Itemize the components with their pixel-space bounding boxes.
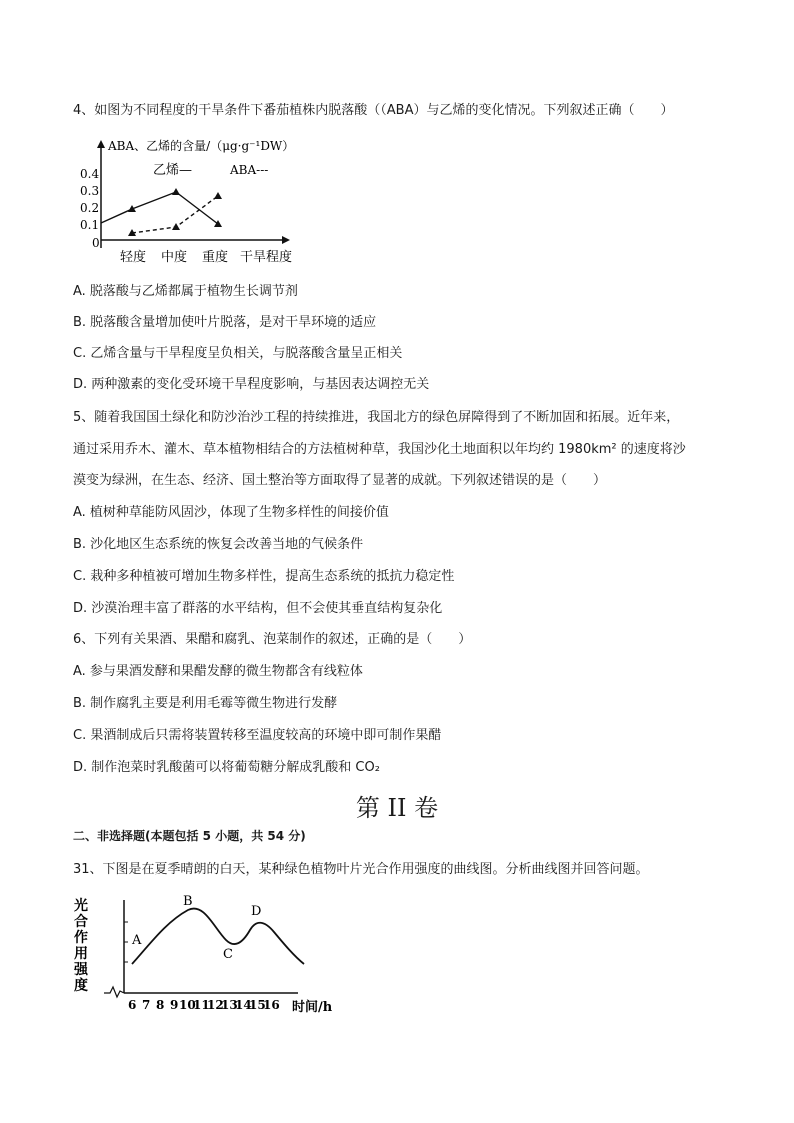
q31-xtick: 7 (142, 998, 151, 1012)
q4-ytick: 0.1 (80, 218, 100, 232)
q5-stem-line: 5、随着我国国土绿化和防沙治沙工程的持续推进，我国北方的绿色屏障得到了不断加固和拓展。近年来， (73, 410, 680, 425)
q4-legend-aba: ABA--- (230, 163, 269, 177)
q5-option-c: C. 栽种多种植被可增加生物多样性，提高生态系统的抵抗力稳定性 (73, 569, 455, 584)
q31-xlabel: 时间/h (292, 1000, 333, 1015)
q5-option-a: A. 植树种草能防风固沙，体现了生物多样性的间接价值 (73, 505, 389, 520)
q31-xtick: 9 (170, 998, 179, 1012)
q31-ylabel-char: 光 (74, 898, 88, 914)
q5-option-b: B. 沙化地区生态系统的恢复会改善当地的气候条件 (73, 537, 364, 552)
q4-ylabel: ABA、乙烯的含量/（μg·g⁻¹DW） (108, 139, 295, 153)
q4-y-arrow (97, 140, 105, 148)
q4-marker (172, 223, 180, 230)
q31-ylabel-char: 强 (74, 962, 88, 978)
q31-point-c: C (223, 947, 233, 962)
q31-ylabel-char: 合 (74, 914, 88, 930)
q31-axis-break (104, 987, 124, 997)
q4-xtick: 轻度 (120, 250, 147, 265)
q31-point-b: B (183, 894, 193, 909)
q6-option-b: B. 制作腐乳主要是利用毛霉等微生物进行发酵 (73, 696, 338, 711)
q4-stem: 4、如图为不同程度的干旱条件下番茄植株内脱落酸（（ABA）与乙烯的变化情况。下列叙述正确（ ） (73, 103, 674, 118)
q4-legend-ethylene: 乙烯— (153, 163, 193, 178)
q31-ylabel-char: 作 (74, 930, 88, 946)
q4-ethylene-line (101, 192, 218, 224)
q4-option-c: C. 乙烯含量与干旱程度呈负相关，与脱落酸含量呈正相关 (73, 346, 403, 361)
q4-option-a: A. 脱落酸与乙烯都属于植物生长调节剂 (73, 284, 298, 299)
part2-title: 第 II 卷 (355, 794, 439, 822)
part2-section-heading: 二、非选择题(本题包括 5 小题，共 54 分) (73, 829, 306, 843)
q6-option-d: D. 制作泡菜时乳酸菌可以将葡萄糖分解成乳酸和 CO₂ (73, 760, 380, 775)
q4-xlabel: 干旱程度 (240, 250, 293, 265)
q31-xtick: 8 (156, 998, 165, 1012)
q4-xtick: 中度 (161, 250, 188, 265)
q4-xtick: 重度 (202, 250, 229, 265)
q31-point-d: D (251, 904, 262, 919)
q4-chart (78, 136, 338, 266)
q31-ylabel-char: 用 (74, 946, 88, 962)
q6-option-c: C. 果酒制成后只需将装置转移至温度较高的环境中即可制作果醋 (73, 728, 442, 743)
q4-ytick: 0.4 (80, 167, 100, 181)
q31-chart (70, 892, 360, 1017)
q4-marker (214, 192, 222, 199)
q31-xtick: 13 (221, 998, 238, 1012)
q6-option-a: A. 参与果酒发酵和果醋发酵的微生物都含有线粒体 (73, 664, 363, 679)
q4-option-b: B. 脱落酸含量增加使叶片脱落，是对干旱环境的适应 (73, 315, 377, 330)
q31-point-a: A (132, 933, 142, 948)
q31-xtick: 6 (128, 998, 137, 1012)
q4-ytick: 0.2 (80, 201, 100, 215)
q4-ytick: 0.3 (80, 184, 100, 198)
q31-stem: 31、下图是在夏季晴朗的白天，某种绿色植物叶片光合作用强度的曲线图。分析曲线图并回答问题。 (73, 862, 649, 877)
q31-xtick: 16 (263, 998, 280, 1012)
q6-stem: 6、下列有关果酒、果醋和腐乳、泡菜制作的叙述，正确的是（ ） (73, 632, 472, 647)
q4-ytick: 0 (92, 236, 100, 250)
q4-marker (172, 188, 180, 195)
q5-stem-line: 通过采用乔木、灌木、草本植物相结合的方法植树种草，我国沙化土地面积以年均约 1980km² 的速度将沙 (73, 442, 686, 457)
q31-xtick: 15 (249, 998, 266, 1012)
q4-option-d: D. 两种激素的变化受环境干旱程度影响，与基因表达调控无关 (73, 377, 430, 392)
q31-xtick: 12 (207, 998, 224, 1012)
q31-curve (132, 908, 304, 964)
q5-option-d: D. 沙漠治理丰富了群落的水平结构，但不会使其垂直结构复杂化 (73, 601, 443, 616)
q31-xtick: 10 (179, 998, 196, 1012)
q5-stem-line: 漠变为绿洲，在生态、经济、国土整治等方面取得了显著的成就。下列叙述错误的是（ ） (73, 473, 607, 488)
q31-xtick: 14 (235, 998, 252, 1012)
q31-ylabel-char: 度 (74, 978, 88, 994)
q4-x-arrow (282, 236, 290, 244)
q31-xtick: 11 (193, 998, 210, 1012)
